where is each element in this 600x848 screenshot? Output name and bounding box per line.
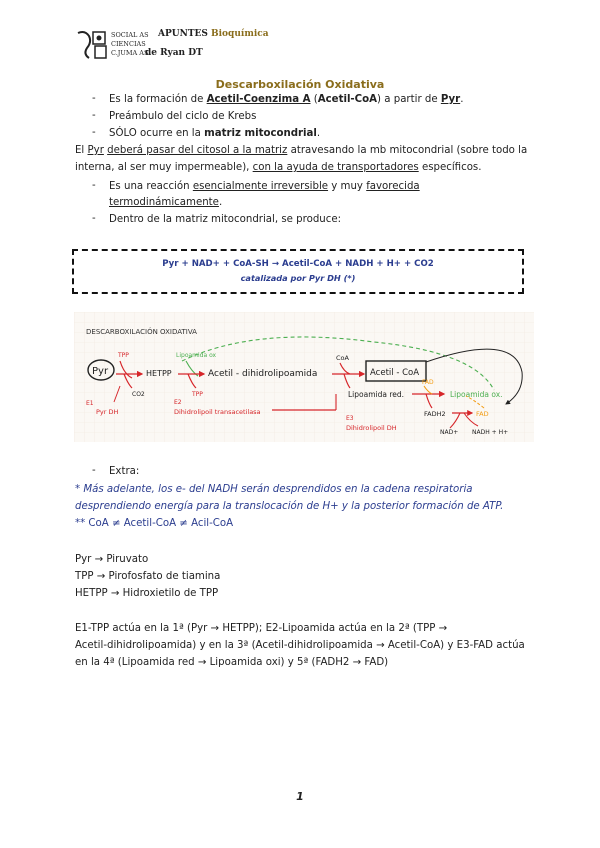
diagram-lipoamida-ox1: Lipoamida ox <box>176 352 217 359</box>
bullet-irreversible <box>109 180 420 194</box>
bullet-matriz <box>109 127 320 141</box>
diagram-pyr-dh: Pyr DH <box>96 408 119 416</box>
diagram-transacetilasa: Dihidrolipoil transacetilasa <box>174 408 261 416</box>
diagram-coa: CoA <box>336 354 349 362</box>
text: . <box>218 197 223 208</box>
diagram-e2: E2 <box>174 399 182 406</box>
diagram-heading: DESCARBOXILACIÓN OXIDATIVA <box>86 328 197 336</box>
glossary-hetpp: HETPP → Hidroxietilo de TPP <box>75 588 219 599</box>
diagram-tpp2: TPP <box>192 391 203 398</box>
glossary-tpp: TPP → Pirofosfato de tiamina <box>75 571 221 582</box>
reaction-catalyst: catalizada por Pyr DH (*) <box>240 273 356 283</box>
header-brand <box>158 29 269 39</box>
text: ) a partir de <box>377 94 441 105</box>
diagram-fadh2: FADH2 <box>424 410 446 418</box>
header-brand-subject: Bioquímica <box>211 29 269 39</box>
page-number: 1 <box>296 790 304 803</box>
header-brand-name: APUNTES <box>158 29 208 39</box>
diagram-lipoamida-ox2: Lipoamida ox. <box>450 390 503 399</box>
text: específicos. <box>418 162 482 173</box>
extra-note1-line2: desprendiendo energía para la translocación de H+ y la posterior formación de ATP. <box>75 501 504 512</box>
diagram-acetil-coa: Acetil - CoA <box>370 368 420 378</box>
underlined-text: termodinámicamente <box>109 197 219 208</box>
text: El <box>75 145 88 156</box>
bullet-dash: - <box>92 465 96 476</box>
header-author: de Ryan DT <box>145 48 203 58</box>
underlined-text: favorecida <box>366 181 420 192</box>
glossary-pyr: Pyr → Piruvato <box>75 554 149 565</box>
reaction-equation: Pyr + NAD+ + CoA-SH → Acetil-CoA + NADH + H+ + CO2 <box>162 259 434 269</box>
enzymes-line2: Acetil-dihidrolipoamida) y en la 3ª (Acetil-dihidrolipoamida → Acetil-CoA) y E3-FAD actúa <box>75 640 525 651</box>
text: atravesando la mb mitocondrial (sobre todo la <box>287 145 528 156</box>
bullet-dash: - <box>92 93 96 104</box>
document-header <box>75 28 275 66</box>
diagram-dihidrolipoil-dh: Dihidrolipoil DH <box>346 424 397 432</box>
text: SÓLO ocurre en la <box>109 128 205 139</box>
bullet-dash: - <box>92 110 96 121</box>
diagram-pyr: Pyr <box>92 366 109 377</box>
bullet-dash: - <box>92 180 96 191</box>
bullet-irreversible-line2 <box>109 196 222 210</box>
logo-icon <box>75 30 109 60</box>
diagram-nad: NAD+ <box>440 429 459 436</box>
header-institution-line2: CIENCIAS <box>111 40 146 48</box>
underlined-text: con la ayuda de transportadores <box>252 162 419 173</box>
text: . <box>460 94 464 105</box>
reaction-box <box>72 249 524 294</box>
pyr-term: Pyr <box>87 145 104 156</box>
header-institution-line3: C.JUMA AS <box>111 49 149 57</box>
text: Es una reacción <box>109 181 193 192</box>
diagram-acetil-dihidro: Acetil - dihidrolipoamida <box>208 369 318 379</box>
text: Es la formación de <box>109 94 207 105</box>
underlined-text: deberá pasar del citosol a la matriz <box>107 145 288 156</box>
diagram-tpp1: TPP <box>118 352 129 359</box>
pyr-term: Pyr <box>440 94 461 105</box>
extra-note2: ** CoA ≠ Acetil-CoA ≠ Acil-CoA <box>75 518 234 529</box>
matriz-term: matriz mitocondrial <box>204 128 317 139</box>
header-institution-line1: SOCIAL AS <box>111 31 149 39</box>
diagram-e1: E1 <box>86 400 94 407</box>
underlined-text: esencialmente irreversible <box>192 181 329 192</box>
text: . <box>316 128 321 139</box>
page-title: Descarboxilación Oxidativa <box>215 78 385 91</box>
bullet-dash: - <box>92 127 96 138</box>
acetil-coa-term: Acetil-CoA <box>317 94 378 105</box>
diagram-hetpp: HETPP <box>146 369 172 378</box>
paragraph-line2 <box>75 161 481 175</box>
bullet-formation <box>109 93 463 107</box>
enzymes-line3: en la 4ª (Lipoamida red → Lipoamida oxi) y 5ª (FADH2 → FAD) <box>75 657 389 668</box>
bullet-matriz-produce: Dentro de la matriz mitocondrial, se produce: <box>109 214 342 225</box>
bullet-dash: - <box>92 213 96 224</box>
bullet-krebs: Preámbulo del ciclo de Krebs <box>109 111 257 122</box>
oxidative-decarboxylation-diagram <box>74 312 534 442</box>
text: interna, al ser muy impermeable), <box>75 162 253 173</box>
text: y muy <box>328 181 367 192</box>
diagram-lipoamida-red: Lipoamida red. <box>348 390 405 399</box>
enzymes-line1: E1-TPP actúa en la 1ª (Pyr → HETPP); E2-Lipoamida actúa en la 2ª (TPP → <box>75 623 448 634</box>
extra-note1-line1: * Más adelante, los e- del NADH serán desprendidos en la cadena respiratoria <box>75 484 473 495</box>
paragraph-line1 <box>75 144 527 158</box>
extra-label: Extra: <box>109 466 140 477</box>
diagram-fad2: FAD <box>476 410 489 418</box>
diagram-nadh: NADH + H+ <box>472 429 509 436</box>
acetil-coenzima-a-term: Acetil-Coenzima A <box>206 94 311 105</box>
diagram-fad1: FAD <box>422 379 434 386</box>
diagram-e3: E3 <box>346 415 354 422</box>
diagram-co2: CO2 <box>132 391 145 398</box>
text: ( <box>310 94 318 105</box>
